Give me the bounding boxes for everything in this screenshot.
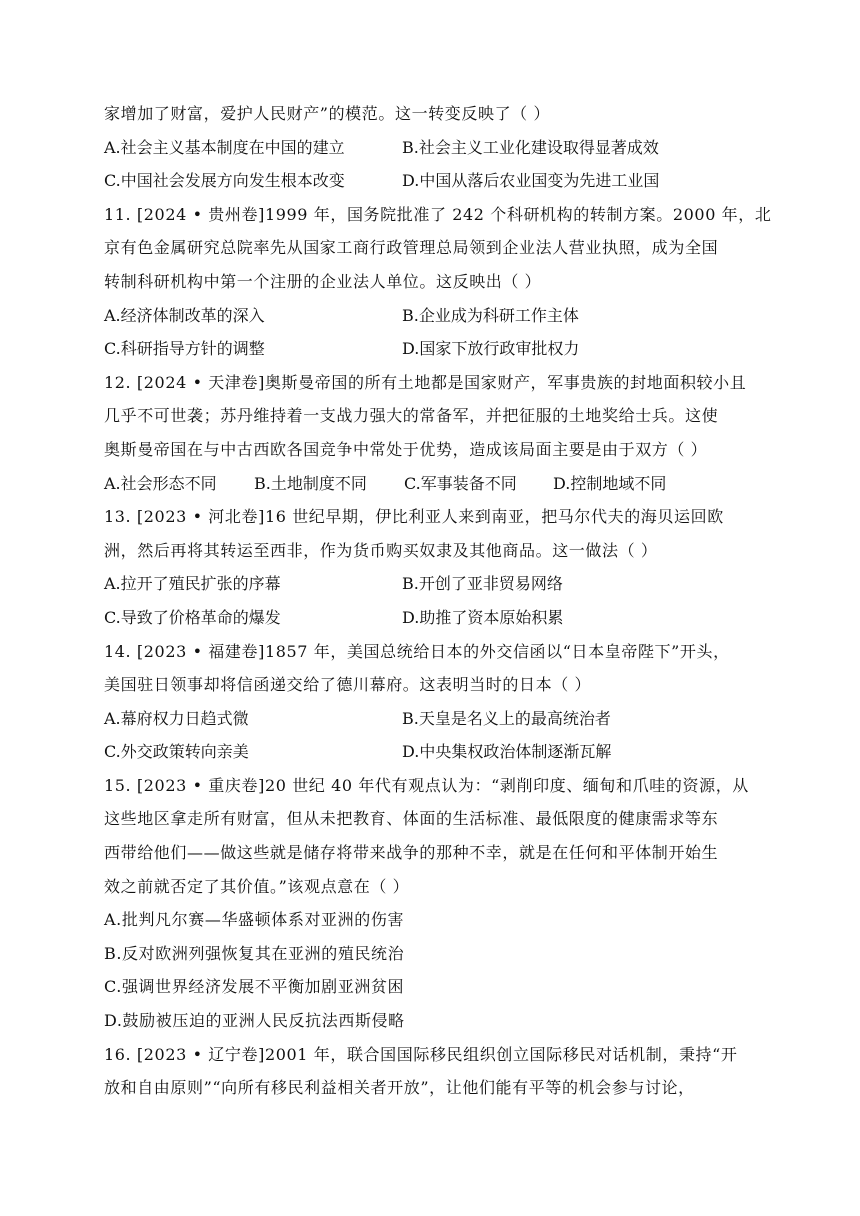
question-stem-line: 15. [2023 • 重庆卷]20 世纪 40 年代有观点认为：“剥削印度、缅甸和爪哇的资源，从 [104,775,749,795]
option-d: D.助推了资本原始积累 [402,607,564,627]
question-13 [104,500,764,634]
question-stem-line: 美国驻日领事却将信函递交给了德川幕府。这表明当时的日本（ ） [104,675,592,695]
question-10 [104,97,764,198]
option-b: B.开创了亚非贸易网络 [402,574,563,594]
option-b: B.土地制度不同 [254,473,367,493]
question-stem-line: 14. [2023 • 福建卷]1857 年，美国总统给日本的外交信函以“日本皇帝陛下”开头， [104,641,730,661]
question-stem-line: 这些地区拿走所有财富，但从未把教育、体面的生活标准、最低限度的健康需求等东 [104,809,719,829]
question-stem-line: 京有色金属研究总院率先从国家工商行政管理总局领到企业法人营业执照，成为全国 [104,238,719,258]
question-stem-line: 12. [2024 • 天津卷]奥斯曼帝国的所有土地都是国家财产，军事贵族的封地面积较小且 [104,372,747,392]
option-row [104,131,764,165]
exam-page [104,97,772,1105]
question-stem-line: 洲，然后再将其转运至西非，作为货币购买奴隶及其他商品。这一做法（ ） [104,540,658,560]
question-stem-line: 西带给他们——做这些就是储存将带来战争的那种不幸，就是在任何和平体制开始生 [104,843,719,863]
option-d: D.中国从落后农业国变为先进工业国 [402,171,660,191]
option-a: A.社会形态不同 [104,473,217,493]
question-stem-line: 转制科研机构中第一个注册的企业法人单位。这反映出（ ） [104,271,542,291]
option-d: D.国家下放行政审批权力 [402,339,580,359]
option-c: C.中国社会发展方向发生根本改变 [104,171,345,191]
option-row [104,299,764,333]
option-a: A.批判凡尔赛—华盛顿体系对亚洲的伤害 [104,910,405,930]
question-11 [104,198,772,366]
option-row [104,332,764,366]
question-stem-line: 效之前就否定了其价值。”该观点意在（ ） [104,876,410,896]
option-a: A.拉开了殖民扩张的序幕 [104,574,281,594]
option-row [104,467,764,501]
question-15 [104,769,764,1038]
option-a: A.幕府权力日趋式微 [104,708,249,728]
option-c: C.科研指导方针的调整 [104,339,265,359]
option-c: C.强调世界经济发展不平衡加剧亚洲贫困 [104,977,405,997]
option-a: A.经济体制改革的深入 [104,305,265,325]
option-row [104,702,764,736]
option-b: B.企业成为科研工作主体 [402,305,579,325]
question-stem-line: 奥斯曼帝国在与中古西欧各国竞争中常处于优势，造成该局面主要是由于双方（ ） [104,439,708,459]
option-row [104,735,764,769]
option-d: D.中央集权政治体制逐渐瓦解 [402,742,612,762]
option-b: B.社会主义工业化建设取得显著成效 [402,137,659,157]
question-stem-line: 几乎不可世袭；苏丹维持着一支战力强大的常备军，并把征服的土地奖给士兵。这使 [104,406,719,426]
question-16 [104,1038,764,1105]
question-12 [104,366,764,500]
option-row [104,164,764,198]
option-b: B.天皇是名义上的最高统治者 [402,708,611,728]
option-d: D.鼓励被压迫的亚洲人民反抗法西斯侵略 [104,1011,405,1031]
option-c: C.军事装备不同 [404,473,517,493]
option-a: A.社会主义基本制度在中国的建立 [104,137,345,157]
option-b: B.反对欧洲列强恢复其在亚洲的殖民统治 [104,943,405,963]
question-stem-line: 16. [2023 • 辽宁卷]2001 年，联合国国际移民组织创立国际移民对话机制，秉持“开 [104,1044,738,1064]
option-row [104,567,764,601]
question-stem-line: 家增加了财富，爱护人民财产”的模范。这一转变反映了（ ） [104,104,551,123]
option-c: C.导致了价格革命的爆发 [104,607,281,627]
question-14 [104,635,764,769]
question-stem-line: 11. [2024 • 贵州卷]1999 年，国务院批准了 242 个科研机构的转制方案。2000 年，北 [104,204,772,224]
option-d: D.控制地域不同 [553,473,667,493]
question-stem-line: 13. [2023 • 河北卷]16 世纪早期，伊比利亚人来到南亚，把马尔代夫的海贝运回欧 [104,507,724,527]
question-stem-line: 放和自由原则”“向所有移民利益相关者开放”，让他们能有平等的机会参与讨论， [104,1078,695,1098]
option-row [104,601,764,635]
option-c: C.外交政策转向亲美 [104,742,249,762]
